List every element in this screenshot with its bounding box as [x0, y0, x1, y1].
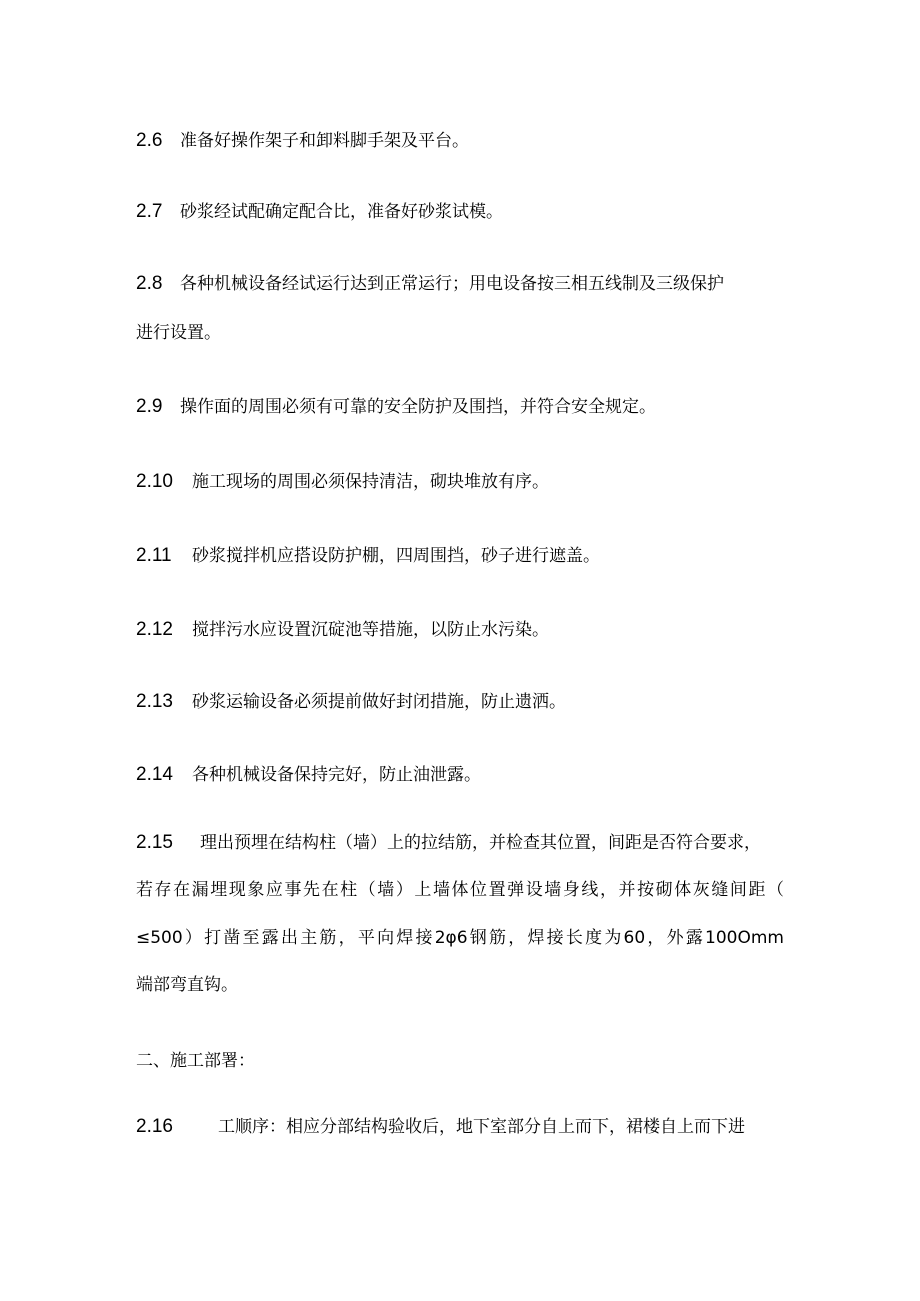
- item-number: 2.6: [136, 130, 163, 151]
- item-2-8: [136, 272, 724, 296]
- item-2-15-continued-2: [136, 926, 784, 950]
- item-2-7: [136, 200, 503, 224]
- item-2-9: [136, 395, 656, 419]
- item-text: 各种机械设备保持完好，防止油泄露。: [192, 765, 481, 785]
- item-2-12: [136, 618, 549, 642]
- item-text-continued: 端部弯直钩。: [136, 975, 238, 995]
- item-number: 2.15: [136, 832, 173, 853]
- item-number: 2.12: [136, 619, 173, 640]
- item-2-15: [136, 831, 761, 855]
- item-number: 2.8: [136, 273, 163, 294]
- item-text: 砂浆搅拌机应搭设防护棚，四周围挡，砂子进行遮盖。: [192, 546, 600, 566]
- item-number: 2.9: [136, 396, 163, 417]
- item-number: 2.16: [136, 1116, 173, 1137]
- item-text: 砂浆经试配确定配合比，准备好砂浆试模。: [180, 202, 503, 222]
- item-text: 工顺序：相应分部结构验收后，地下室部分自上而下，裙楼自上而下进: [218, 1117, 745, 1137]
- item-number: 2.11: [136, 545, 172, 566]
- item-text: 操作面的周围必须有可靠的安全防护及围挡，并符合安全规定。: [180, 397, 656, 417]
- item-2-15-continued-3: [136, 973, 238, 997]
- item-number: 2.7: [136, 201, 163, 222]
- item-text: 各种机械设备经试运行达到正常运行；用电设备按三相五线制及三级保护: [180, 274, 724, 294]
- item-number: 2.10: [136, 471, 173, 492]
- item-2-16: [136, 1115, 745, 1139]
- item-text: 准备好操作架子和卸料脚手架及平台。: [180, 131, 469, 151]
- item-text: 搅拌污水应设置沉碇池等措施，以防止水污染。: [192, 620, 549, 640]
- item-2-13: [136, 690, 566, 714]
- item-text: 理出预埋在结构柱（墙）上的拉结筋，并检查其位置，间距是否符合要求，: [200, 833, 761, 853]
- item-text-continued: 进行设置。: [136, 323, 221, 343]
- item-number: 2.13: [136, 691, 173, 712]
- item-2-6: [136, 129, 469, 153]
- item-2-14: [136, 763, 481, 787]
- item-2-11: [136, 544, 600, 568]
- item-2-15-continued-1: [136, 878, 784, 902]
- item-2-10: [136, 470, 549, 494]
- item-text: 施工现场的周围必须保持清洁，砌块堆放有序。: [192, 472, 549, 492]
- item-text-continued: 若存在漏埋现象应事先在柱（墙）上墙体位置弹设墙身线，并按砌体灰缝间距（: [136, 880, 784, 900]
- item-text-continued: ≤500）打凿至露出主筋，平向焊接2φ6钢筋，焊接长度为60，外露100Omm: [136, 928, 784, 948]
- item-2-8-continued: [136, 321, 221, 345]
- section-heading: [136, 1049, 255, 1073]
- section-heading-text: 二、施工部署：: [136, 1051, 255, 1071]
- item-text: 砂浆运输设备必须提前做好封闭措施，防止遗洒。: [192, 692, 566, 712]
- item-number: 2.14: [136, 764, 173, 785]
